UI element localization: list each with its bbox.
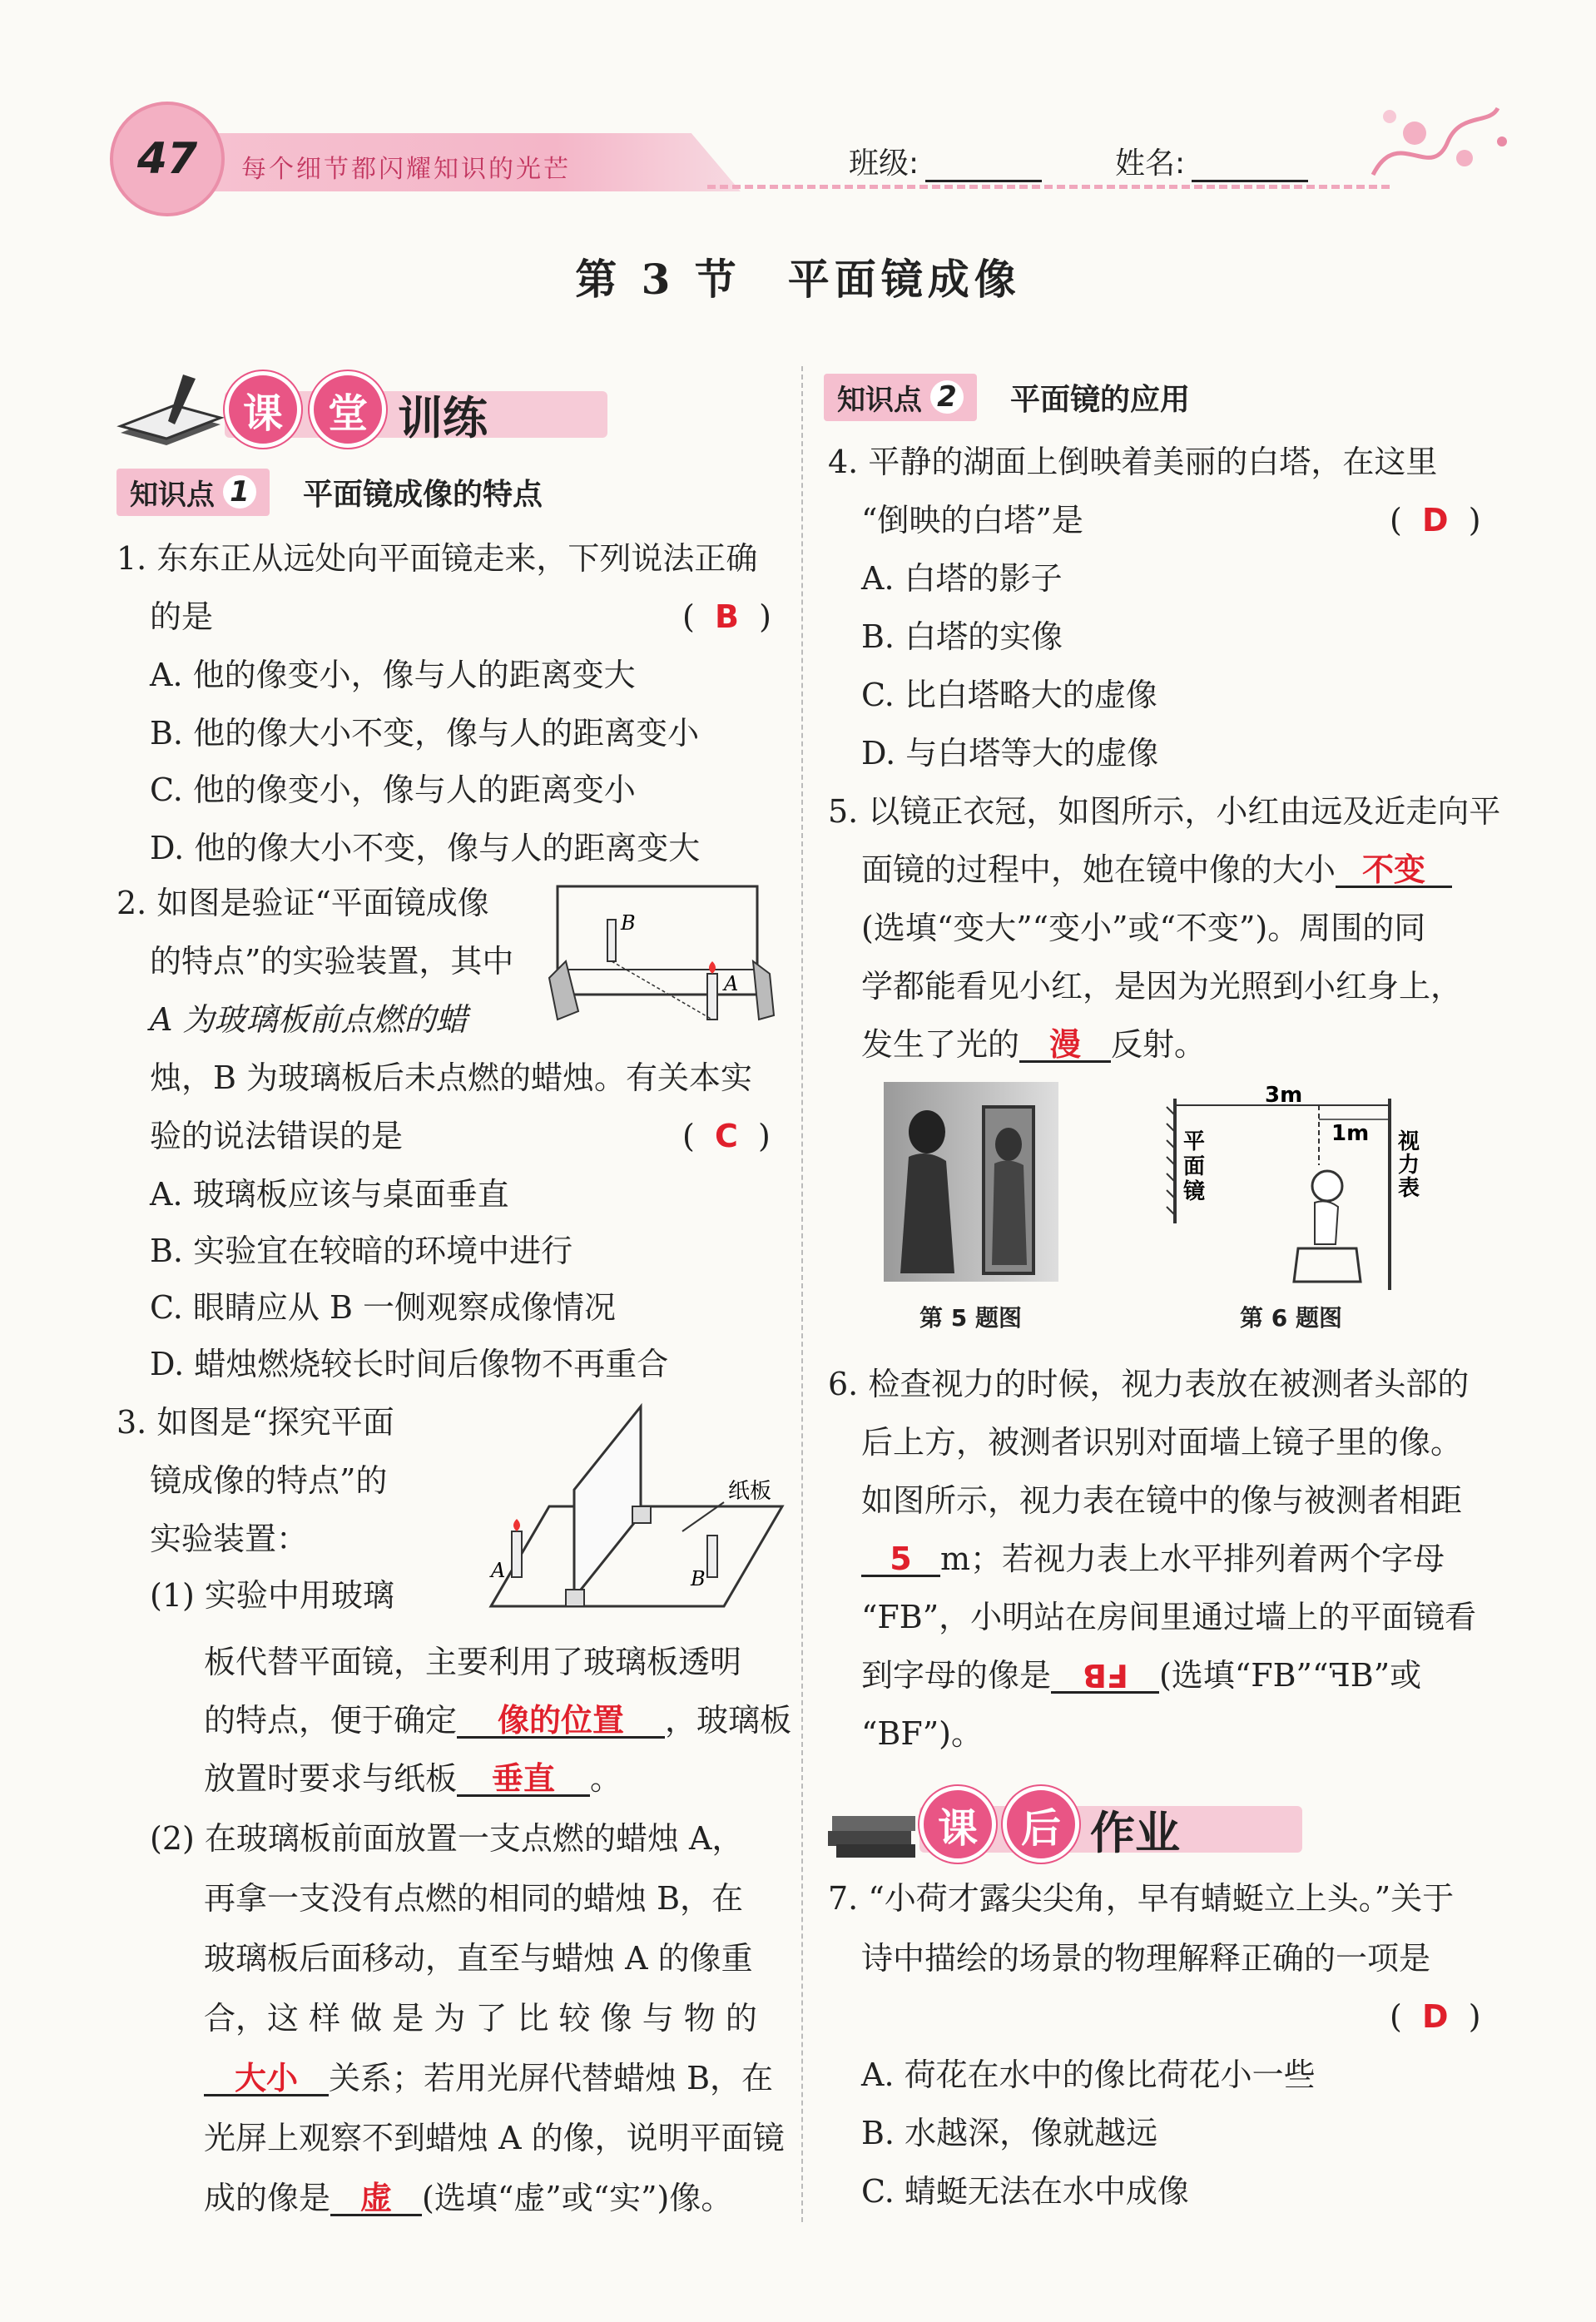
section-char-2: 堂: [310, 371, 386, 448]
q4-answer: D: [1421, 502, 1449, 538]
q6-line-6: 到字母的像是 FB (选填“FB”“ꟻB”或: [861, 1657, 1422, 1694]
q3-fig-paper: 纸板: [728, 1479, 772, 1504]
q3-line-1: 3. 如图是“探究平面: [116, 1404, 394, 1441]
q6-fig-chart-1: 视: [1398, 1129, 1420, 1154]
q2-fig-a: A: [724, 972, 739, 995]
q3-p1-d: 放置时要求与纸板 垂直 。: [204, 1760, 622, 1797]
q7-line-1: 7. “小荷才露尖尖角，早有蜻蜓立上头。”关于: [828, 1880, 1455, 1917]
q2-answer-box: ( C ): [682, 1118, 771, 1154]
q2-line-1: 2. 如图是验证“平面镜成像: [116, 885, 489, 921]
knowledge-point-1: [116, 468, 543, 516]
q3-blank-2[interactable]: 垂直: [457, 1763, 590, 1797]
q2-option-b: B. 实验宜在较暗的环境中进行: [150, 1233, 573, 1269]
q2-line-3: A 为玻璃板前点燃的蜡: [150, 1001, 468, 1038]
flourish-icon: [1365, 92, 1514, 191]
q4-answer-box: ( D ): [1390, 502, 1481, 538]
q2-line-2: 的特点”的实验装置，其中: [150, 943, 514, 980]
book-pen-icon: [116, 375, 225, 449]
q2-option-a: A. 玻璃板应该与桌面垂直: [150, 1176, 509, 1213]
q3-fig-a: A: [491, 1559, 506, 1582]
q7-answer: D: [1421, 1998, 1449, 2035]
name-label: 姓名:: [1115, 146, 1186, 181]
q6-fig-3m: 3m: [1265, 1083, 1303, 1108]
q5-fig-caption: 第 5 题图: [919, 1304, 1022, 1332]
q6-fig-mirror-3: 镜: [1183, 1179, 1206, 1204]
home-rest: 作业: [1090, 1807, 1180, 1859]
q6-fig-chart-2: 力: [1398, 1153, 1420, 1178]
q1-option-d: D. 他的像大小不变，像与人的距离变大: [150, 830, 701, 866]
q4-option-d: D. 与白塔等大的虚像: [861, 735, 1159, 772]
q6-fig-1m: 1m: [1331, 1121, 1370, 1146]
q6-line-7: “BF”)。: [861, 1715, 983, 1752]
q7-answer-box: ( D ): [1390, 1998, 1481, 2035]
q3-p1-a: (1) 实验中用玻璃: [150, 1577, 394, 1614]
q3-line-2: 镜成像的特点”的: [150, 1462, 388, 1499]
kp2-tag: 知识点: [837, 383, 922, 417]
q5-line-4: 学都能看见小红，是因为光照到小红身上，: [861, 968, 1463, 1005]
column-divider: [801, 366, 803, 2222]
kp2-num: 2: [930, 380, 964, 414]
q1-answer-box: ( B ): [682, 598, 771, 635]
header-dashed-line: [707, 185, 1390, 189]
q4-stem-1: 4. 平静的湖面上倒映着美丽的白塔，在这里: [828, 444, 1438, 480]
home-char-1: 课: [919, 1786, 996, 1863]
name-blank[interactable]: [1192, 155, 1308, 182]
q6-line-3: 如图所示，视力表在镜中的像与被测者相距: [861, 1482, 1463, 1519]
section-rest: 训练: [398, 392, 488, 444]
q2-line-5: 验的说法错误的是: [150, 1118, 404, 1154]
q6-line-5: “FB”，小明站在房间里通过墙上的平面镜看: [861, 1599, 1477, 1635]
q7-line-2: 诗中描绘的场景的物理解释正确的一项是: [861, 1940, 1431, 1977]
q1-option-b: B. 他的像大小不变，像与人的距离变小: [150, 715, 700, 752]
name-field[interactable]: [1115, 140, 1308, 182]
q6-line-4: 5 m；若视力表上水平排列着两个字母: [861, 1543, 1445, 1577]
q3-blank-3[interactable]: 大小: [204, 2062, 329, 2096]
q5-blank-1[interactable]: 不变: [1336, 854, 1452, 888]
q3-p2-c: 玻璃板后面移动，直至与蜡烛 A 的像重: [204, 1940, 753, 1977]
q5-line-5: 发生了光的 漫 反射。: [861, 1026, 1207, 1063]
class-blank[interactable]: [925, 155, 1042, 182]
q5-photo: [884, 1082, 1058, 1282]
kp1-tag: 知识点: [130, 478, 215, 512]
q3-p2-e: 大小 关系；若用光屏代替蜡烛 B，在: [204, 2062, 773, 2096]
q3-p2-f: 光屏上观察不到蜡烛 A 的像，说明平面镜: [204, 2120, 785, 2156]
q6-fig-mirror-1: 平: [1183, 1129, 1206, 1154]
q7-option-a: A. 荷花在水中的像比荷花小一些: [861, 2057, 1316, 2093]
q3-blank-1[interactable]: 像的位置: [457, 1704, 665, 1739]
q4-option-c: C. 比白塔略大的虚像: [861, 677, 1157, 713]
q3-blank-4[interactable]: 虚: [330, 2182, 422, 2216]
q2-option-d: D. 蜡烛燃烧较长时间后像物不再重合: [150, 1346, 669, 1382]
q3-fig-b: B: [691, 1567, 706, 1590]
q5-blank-2[interactable]: 漫: [1019, 1029, 1111, 1063]
q3-p2-a: (2) 在玻璃板前面放置一支点燃的蜡烛 A，: [150, 1820, 744, 1857]
kp2-label: 平面镜的应用: [1010, 382, 1191, 417]
q3-p1-c: 的特点，便于确定 像的位置 ，玻璃板: [204, 1702, 792, 1739]
q2-option-c: C. 眼睛应从 B 一侧观察成像情况: [150, 1289, 616, 1326]
q1-option-a: A. 他的像变小，像与人的距离变大: [150, 657, 636, 693]
q2-line-4: 烛，B 为玻璃板后未点燃的蜡烛。有关本实: [150, 1059, 753, 1096]
q1-stem-2: 的是: [150, 598, 214, 635]
q1-option-c: C. 他的像变小，像与人的距离变小: [150, 772, 636, 808]
knowledge-point-2: [824, 373, 1190, 421]
books-icon: [824, 1798, 924, 1864]
q3-figure: [441, 1398, 791, 1615]
q5-line-1: 5. 以镜正衣冠，如图所示，小红由远及近走向平: [828, 793, 1501, 830]
q4-option-b: B. 白塔的实像: [861, 618, 1063, 655]
header-motto: 每个细节都闪耀知识的光芒: [241, 155, 571, 184]
q3-line-3: 实验装置：: [150, 1521, 309, 1557]
q3-p1-b: 板代替平面镜，主要利用了玻璃板透明: [204, 1644, 742, 1680]
q5-line-2: 面镜的过程中，她在镜中像的大小 不变: [861, 854, 1452, 888]
q2-answer: C: [714, 1118, 738, 1154]
q2-fig-b: B: [621, 911, 636, 935]
section-homework: [824, 1781, 1240, 1864]
q5-line-3: (选填“变大”“变小”或“不变”)。周围的同: [861, 910, 1426, 946]
q2-figure: [541, 878, 782, 1028]
section-char-1: 课: [225, 371, 301, 448]
page-title: 第 3 节 平面镜成像: [575, 255, 1021, 304]
q6-blank-1[interactable]: 5: [861, 1543, 940, 1577]
q6-fig-mirror-2: 面: [1183, 1154, 1206, 1179]
home-char-2: 后: [1003, 1786, 1079, 1863]
class-label: 班级:: [849, 146, 919, 181]
kp1-label: 平面镜成像的特点: [303, 477, 543, 512]
q7-option-c: C. 蜻蜓无法在水中成像: [861, 2173, 1189, 2210]
section-classwork: [116, 366, 533, 449]
q6-line-1: 6. 检查视力的时候，视力表放在被测者头部的: [828, 1366, 1470, 1402]
q3-p2-g: 成的像是 虚 (选填“虚”或“实”)像。: [204, 2180, 733, 2216]
page-number: 47: [110, 102, 225, 216]
q1-answer: B: [714, 598, 739, 635]
q4-stem-2: “倒映的白塔”是: [861, 502, 1083, 538]
q4-option-a: A. 白塔的影子: [861, 560, 1063, 597]
q6-fig-chart-3: 表: [1398, 1176, 1420, 1201]
q6-fig-caption: 第 6 题图: [1240, 1304, 1342, 1332]
q6-blank-2[interactable]: FB: [1051, 1660, 1159, 1694]
q6-line-2: 后上方，被测者识别对面墙上镜子里的像。: [861, 1424, 1463, 1461]
q6-figure: [1148, 1082, 1431, 1298]
q3-p2-b: 再拿一支没有点燃的相同的蜡烛 B，在: [204, 1880, 744, 1917]
q7-option-b: B. 水越深，像就越远: [861, 2115, 1158, 2151]
kp1-num: 1: [223, 475, 256, 509]
q3-p2-d: 合，这 样 做 是 为 了 比 较 像 与 物 的: [204, 2000, 757, 2037]
class-field[interactable]: [849, 140, 1042, 182]
q1-stem-1: 1. 东东正从远处向平面镜走来，下列说法正确: [116, 540, 758, 577]
